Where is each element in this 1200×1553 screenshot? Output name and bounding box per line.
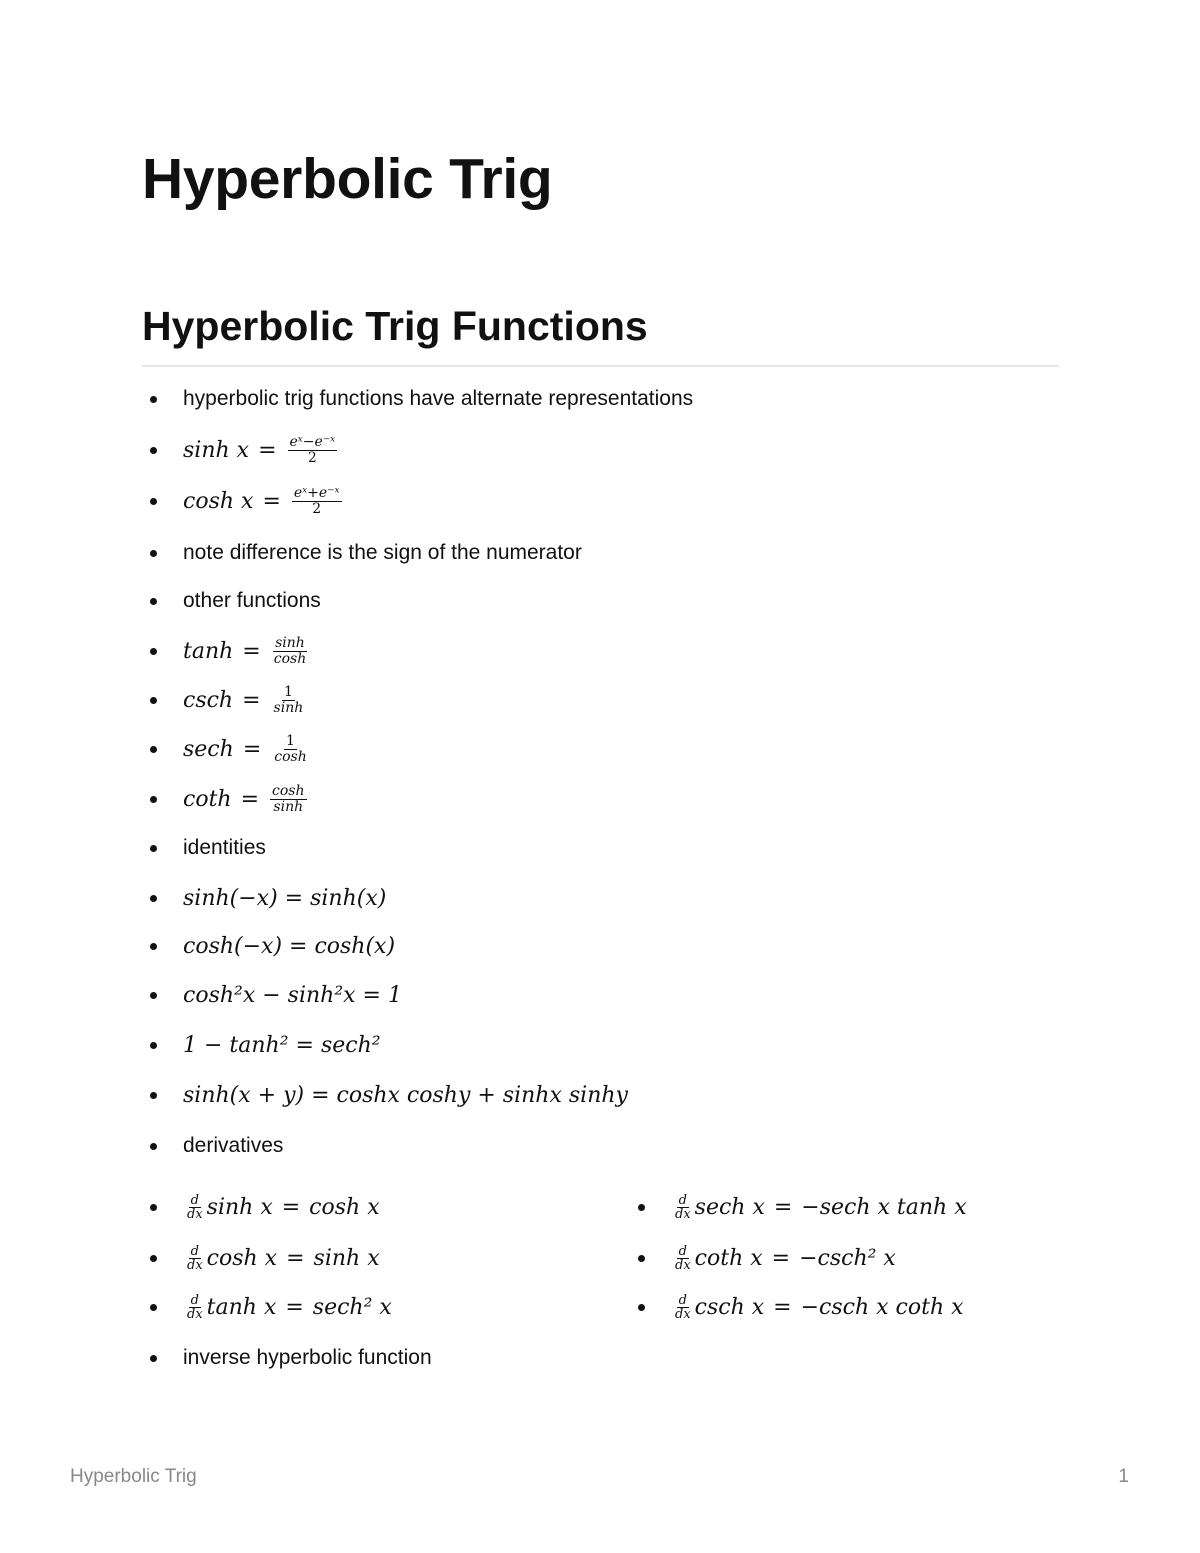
list-item-intro: [150, 379, 693, 419]
list-item-derivative: [638, 1287, 964, 1327]
fraction-denominator: 2: [307, 449, 317, 466]
formula: sinh(x + y) = coshx coshy + sinhx sinhy: [183, 1082, 628, 1108]
list-item-tanh-definition: [150, 631, 310, 671]
fraction-denominator: sinh: [273, 699, 304, 716]
derivative-function: cosh x: [206, 1245, 278, 1271]
bullet-icon: [150, 943, 157, 950]
list-item-text: other functions: [183, 589, 321, 612]
formula: $\frac{d}{dx}$ sinh x = cosh x: [187, 1192, 380, 1222]
formula: cosh x = $\frac{\text{eˣ+e⁻ˣ}}{2}$: [183, 484, 340, 517]
list-item-csch-definition: [150, 680, 307, 720]
list-item-derivative: [638, 1238, 896, 1278]
formula: sinh(−x) = sinh(x): [183, 885, 387, 911]
bullet-icon: [150, 1143, 157, 1150]
list-item-cosh-definition: [150, 481, 344, 521]
bullet-icon: [150, 796, 157, 803]
list-item-identity: [150, 878, 386, 918]
formula: $\frac{d}{dx}$ coth x = −csch² x: [675, 1243, 896, 1273]
fraction-numerator: cosh: [272, 782, 305, 799]
list-item-coth-definition: [150, 779, 309, 819]
list-item-derivative: [150, 1187, 380, 1227]
bullet-icon: [150, 447, 157, 454]
fraction-numerator: d: [190, 1292, 199, 1308]
bullet-icon: [150, 648, 157, 655]
fraction-numerator: d: [678, 1243, 687, 1259]
fraction-numerator: d: [190, 1243, 199, 1259]
formula: cosh(−x) = cosh(x): [183, 933, 396, 959]
formula: sech = $\frac{1}{\cosh}$: [183, 732, 307, 765]
bullet-icon: [150, 1255, 157, 1262]
formula: $\frac{d}{dx}$ csch x = −csch x coth x: [675, 1292, 964, 1322]
formula: $\frac{d}{dx}$ cosh x = sinh x: [187, 1243, 380, 1273]
fraction-numerator: 1: [283, 683, 293, 700]
list-item-derivatives: [150, 1126, 283, 1166]
fraction-denominator: dx: [675, 1306, 691, 1322]
list-item-text: inverse hyperbolic function: [183, 1346, 432, 1369]
fraction-numerator: d: [678, 1292, 687, 1308]
section-heading: Hyperbolic Trig Functions: [142, 303, 648, 349]
fraction-denominator: cosh: [273, 650, 307, 667]
formula-lhs: tanh: [183, 638, 234, 664]
formula-lhs: cosh x: [183, 488, 254, 514]
bullet-icon: [150, 598, 157, 605]
derivative-operator: [673, 1245, 693, 1272]
formula: cosh²x − sinh²x = 1: [183, 982, 402, 1008]
list-item-inverse: [150, 1338, 432, 1378]
formula: $\frac{d}{dx}$ sech x = −sech x tanh x: [675, 1192, 967, 1222]
derivative-operator: [185, 1294, 205, 1321]
fraction-numerator: sinh: [275, 634, 305, 651]
formula: coth = $\frac{\cosh}{\sinh}$: [183, 782, 305, 815]
list-item-text: hyperbolic trig functions have alternate representations: [183, 387, 694, 410]
fraction: [272, 685, 306, 716]
formula: tanh = $\frac{\sinh}{\cosh}$: [183, 634, 307, 667]
bullet-icon: [150, 845, 157, 852]
fraction-numerator: d: [190, 1192, 199, 1208]
fraction-denominator: dx: [187, 1306, 203, 1322]
derivative-operator: [185, 1194, 205, 1221]
list-item-text: derivatives: [183, 1134, 284, 1157]
formula: $\frac{d}{dx}$ tanh x = sech² x: [187, 1292, 392, 1322]
list-item-sinh-definition: [150, 430, 339, 470]
list-item-identities: [150, 828, 266, 868]
bullet-icon: [150, 895, 157, 902]
bullet-icon: [150, 498, 157, 505]
bullet-icon: [150, 1355, 157, 1362]
bullet-icon: [638, 1304, 645, 1311]
derivative-result: sinh x: [313, 1245, 380, 1271]
list-item-derivative: [150, 1238, 380, 1278]
footer-title: Hyperbolic Trig: [70, 1466, 197, 1487]
formula-lhs: csch: [183, 687, 234, 713]
list-item-sech-definition: [150, 729, 311, 769]
fraction: [288, 435, 338, 466]
bullet-icon: [150, 697, 157, 704]
bullet-icon: [150, 746, 157, 753]
derivative-operator: [185, 1245, 205, 1272]
list-item-text: identities: [183, 836, 266, 859]
fraction-denominator: dx: [187, 1206, 203, 1222]
fraction-denominator: 2: [312, 500, 322, 517]
derivative-result: −sech x tanh x: [801, 1194, 967, 1220]
fraction: [272, 734, 308, 765]
fraction: [270, 784, 306, 815]
derivative-function: sinh x: [206, 1194, 273, 1220]
bullet-icon: [150, 992, 157, 999]
derivative-function: coth x: [694, 1245, 763, 1271]
formula: sinh x = $\frac{\text{eˣ−e⁻ˣ}}{2}$: [183, 433, 336, 466]
list-item-derivative: [638, 1187, 967, 1227]
page-title: Hyperbolic Trig: [142, 147, 553, 211]
fraction-denominator: dx: [187, 1257, 203, 1273]
fraction-denominator: sinh: [273, 798, 304, 815]
derivative-function: sech x: [694, 1194, 765, 1220]
formula-lhs: sinh x: [183, 437, 250, 463]
list-item-derivative: [150, 1287, 392, 1327]
fraction-numerator: eˣ−e⁻ˣ: [289, 433, 336, 450]
section-divider: [142, 365, 1059, 367]
derivative-result: cosh x: [309, 1194, 380, 1220]
formula-lhs: coth: [183, 786, 232, 812]
derivative-result: sech² x: [312, 1294, 392, 1320]
fraction-denominator: cosh: [274, 748, 307, 765]
list-item-identity: [150, 1025, 381, 1065]
list-item-identity: [150, 926, 395, 966]
bullet-icon: [150, 1204, 157, 1211]
derivative-operator: [673, 1194, 693, 1221]
bullet-icon: [638, 1204, 645, 1211]
derivative-operator: [673, 1294, 693, 1321]
derivative-result: −csch² x: [799, 1245, 896, 1271]
bullet-icon: [150, 1042, 157, 1049]
list-item-identity: [150, 975, 402, 1015]
fraction-numerator: d: [678, 1192, 687, 1208]
fraction: [272, 636, 308, 667]
formula: csch = $\frac{1}{\sinh}$: [183, 683, 304, 716]
bullet-icon: [638, 1255, 645, 1262]
footer-page-number: 1: [1118, 1466, 1129, 1487]
list-item-identity: [150, 1075, 628, 1115]
bullet-icon: [150, 550, 157, 557]
derivative-function: csch x: [694, 1294, 765, 1320]
formula: 1 − tanh² = sech²: [183, 1032, 381, 1058]
bullet-icon: [150, 1092, 157, 1099]
fraction-denominator: dx: [675, 1257, 691, 1273]
list-item-other-functions: [150, 581, 321, 621]
list-item-note: [150, 533, 582, 573]
formula-lhs: sech: [183, 736, 234, 762]
derivative-function: tanh x: [206, 1294, 277, 1320]
bullet-icon: [150, 396, 157, 403]
bullet-icon: [150, 1304, 157, 1311]
fraction-numerator: 1: [286, 732, 295, 749]
list-item-text: note difference is the sign of the numerator: [183, 541, 582, 564]
fraction-denominator: dx: [675, 1206, 691, 1222]
fraction: [292, 486, 342, 517]
fraction-numerator: eˣ+e⁻ˣ: [293, 484, 340, 501]
derivative-result: −csch x coth x: [800, 1294, 964, 1320]
